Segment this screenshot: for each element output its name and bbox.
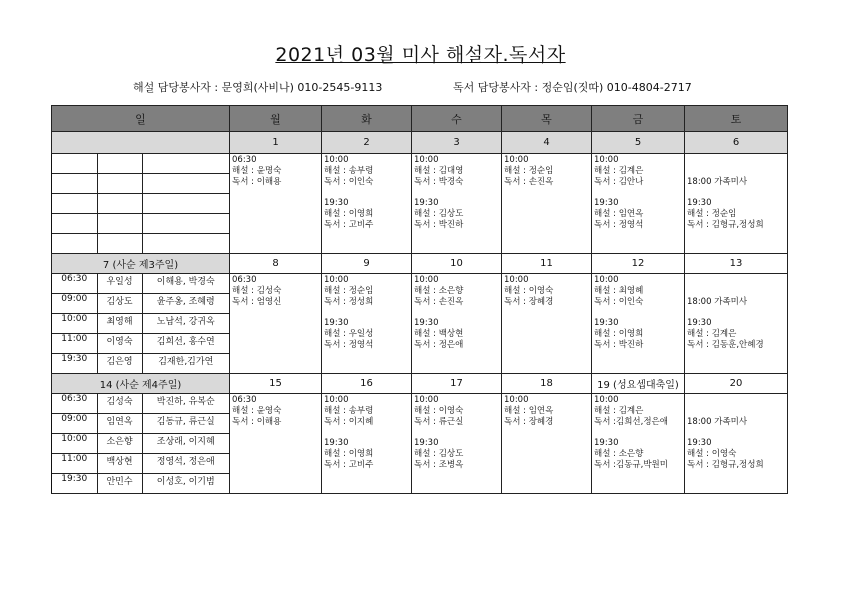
fri-schedule: 10:00 해설 : 최영혜 독서 : 이인숙 19:30 해설 : 이영희 독서 : 박진하 (592, 274, 685, 374)
grid-cell: 박진하, 유복순 (142, 394, 229, 414)
grid-cell (142, 214, 229, 234)
grid-cell: 조상래, 이지혜 (142, 434, 229, 454)
table-row (52, 294, 229, 314)
grid-cell: 김은영 (97, 354, 142, 374)
thu-schedule: 10:00 해설 : 임연옥 독서 : 장혜경 (502, 394, 592, 494)
grid-cell: 11:00 (52, 334, 97, 354)
grid-cell: 09:00 (52, 414, 97, 434)
header-sun: 일 (52, 106, 230, 132)
grid-cell: 최영해 (97, 314, 142, 334)
wed-schedule: 10:00 해설 : 소은향 독서 : 손진옥 19:30 해설 : 백상현 독서 : 정은애 (412, 274, 502, 374)
sunday-label: 14 (사순 제4주일) (52, 374, 230, 394)
mon-schedule: 06:30 해설 : 김성숙 독서 : 엄영신 (230, 274, 322, 374)
sat-schedule: 18:00 가족미사 19:30 해설 : 김계은 독서 : 김동훈,안혜경 (685, 274, 788, 374)
date-cell: 19 (성요셉대축일) (592, 374, 685, 394)
grid-cell (97, 174, 142, 194)
date-cell: 17 (412, 374, 502, 394)
date-cell: 16 (322, 374, 412, 394)
tue-schedule: 10:00 해설 : 송부령 독서 : 이인숙 19:30 해설 : 이영희 독서 : 고비주 (322, 154, 412, 254)
reading-coordinator: 독서 담당봉사자 : 정순임(짓따) 010-4804-2717 (453, 81, 692, 94)
week3-schedule-row (52, 394, 788, 494)
table-row (52, 434, 229, 454)
tue-schedule: 10:00 해설 : 정순임 독서 : 정성희 19:30 해설 : 우일성 독서 : 정영석 (322, 274, 412, 374)
grid-cell (97, 214, 142, 234)
fri-schedule: 10:00 해설 : 김계은 독서 :김희선,정은애 19:30 해설 : 소은향 독서 :김동규,박원미 (592, 394, 685, 494)
grid-cell: 10:00 (52, 314, 97, 334)
tue-schedule: 10:00 해설 : 송부령 독서 : 이지혜 19:30 해설 : 이영희 독서 : 고비주 (322, 394, 412, 494)
family-mass: 18:00 가족미사 (687, 297, 748, 307)
week1-date-row (52, 132, 788, 154)
date-cell: 8 (230, 254, 322, 274)
grid-cell: 정영석, 정은애 (142, 454, 229, 474)
date-cell: 10 (412, 254, 502, 274)
grid-cell: 06:30 (52, 394, 97, 414)
grid-cell: 11:00 (52, 454, 97, 474)
fri-schedule: 10:00 해설 : 김계은 독서 : 김안나 19:30 해설 : 임연옥 독서 : 정영석 (592, 154, 685, 254)
grid-cell (52, 154, 97, 174)
grid-cell: 윤주옹, 조혜령 (142, 294, 229, 314)
commentary-coordinator: 해설 담당봉사자 : 문영희(사비나) 010-2545-9113 (133, 81, 383, 94)
date-cell: 15 (230, 374, 322, 394)
grid-cell (97, 154, 142, 174)
grid-cell (52, 174, 97, 194)
grid-cell: 19:30 (52, 474, 97, 494)
grid-cell: 김동규, 류근실 (142, 414, 229, 434)
wed-schedule: 10:00 해설 : 이영숙 독서 : 류근실 19:30 해설 : 김상도 독서 : 조병옥 (412, 394, 502, 494)
header-wed: 수 (412, 106, 502, 132)
grid-cell: 이성호, 이기범 (142, 474, 229, 494)
grid-cell (142, 174, 229, 194)
date-cell: 20 (685, 374, 788, 394)
date-cell: 18 (502, 374, 592, 394)
date-cell: 9 (322, 254, 412, 274)
week2-schedule-row (52, 274, 788, 374)
date-cell: 2 (322, 132, 412, 154)
date-cell: 12 (592, 254, 685, 274)
table-row (52, 354, 229, 374)
grid-cell (52, 214, 97, 234)
week2-date-row (52, 254, 788, 274)
date-cell: 3 (412, 132, 502, 154)
family-mass: 18:00 가족미사 (687, 417, 748, 427)
thu-schedule: 10:00 해설 : 이영숙 독서 : 장혜경 (502, 274, 592, 374)
mon-schedule: 06:30 해설 : 윤영숙 독서 : 이해용 (230, 394, 322, 494)
grid-cell (52, 234, 97, 254)
header-fri: 금 (592, 106, 685, 132)
grid-cell: 06:30 (52, 274, 97, 294)
date-cell: 11 (502, 254, 592, 274)
grid-cell (142, 154, 229, 174)
thu-schedule: 10:00 해설 : 정순임 독서 : 손진옥 (502, 154, 592, 254)
grid-cell (97, 194, 142, 214)
date-cell: 13 (685, 254, 788, 274)
grid-cell: 김재한,김가연 (142, 354, 229, 374)
week1-sun-date (52, 132, 230, 154)
sat-schedule: 18:00 가족미사 19:30 해설 : 이영숙 독서 : 김형규,정성희 (685, 394, 788, 494)
date-cell: 4 (502, 132, 592, 154)
grid-cell: 백상현 (97, 454, 142, 474)
page-title: 2021년 03월 미사 해설자.독서자 (275, 44, 566, 66)
grid-cell (52, 194, 97, 214)
family-mass: 18:00 가족미사 (687, 177, 748, 187)
grid-cell: 19:30 (52, 354, 97, 374)
table-row (52, 314, 229, 334)
table-row (52, 394, 229, 414)
header-mon: 월 (230, 106, 322, 132)
weekday-header-row (52, 106, 788, 132)
wed-schedule: 10:00 해설 : 김대영 독서 : 박경숙 19:30 해설 : 김상도 독서 : 박진하 (412, 154, 502, 254)
date-cell: 5 (592, 132, 685, 154)
grid-cell: 안민수 (97, 474, 142, 494)
grid-cell: 09:00 (52, 294, 97, 314)
table-row (52, 474, 229, 494)
table-row (52, 414, 229, 434)
mon-schedule: 06:30 해설 : 윤명숙 독서 : 이해용 (230, 154, 322, 254)
grid-cell: 소은향 (97, 434, 142, 454)
table-row (52, 334, 229, 354)
week3-date-row (52, 374, 788, 394)
table-row (52, 274, 229, 294)
schedule-table (51, 105, 788, 494)
grid-cell: 김희선, 홍수연 (142, 334, 229, 354)
header-thu: 목 (502, 106, 592, 132)
week1-sunday-grid (52, 154, 230, 254)
grid-cell (142, 194, 229, 214)
week3-sunday-grid (52, 394, 230, 494)
header-sat: 토 (685, 106, 788, 132)
header-tue: 화 (322, 106, 412, 132)
grid-cell (142, 234, 229, 254)
week1-schedule-row (52, 154, 788, 254)
sunday-label: 7 (사순 제3주일) (52, 254, 230, 274)
grid-cell: 우일성 (97, 274, 142, 294)
date-cell: 6 (685, 132, 788, 154)
table-row (52, 454, 229, 474)
grid-cell: 노남석, 강귀옥 (142, 314, 229, 334)
grid-cell (97, 234, 142, 254)
grid-cell: 이영숙 (97, 334, 142, 354)
grid-cell: 이해용, 박경숙 (142, 274, 229, 294)
week2-sunday-grid (52, 274, 230, 374)
grid-cell: 김상도 (97, 294, 142, 314)
date-cell: 1 (230, 132, 322, 154)
grid-cell: 임연옥 (97, 414, 142, 434)
grid-cell: 김성숙 (97, 394, 142, 414)
grid-cell: 10:00 (52, 434, 97, 454)
sat-schedule: 18:00 가족미사 19:30 해설 : 정순임 독서 : 김형규,정성희 (685, 154, 788, 254)
